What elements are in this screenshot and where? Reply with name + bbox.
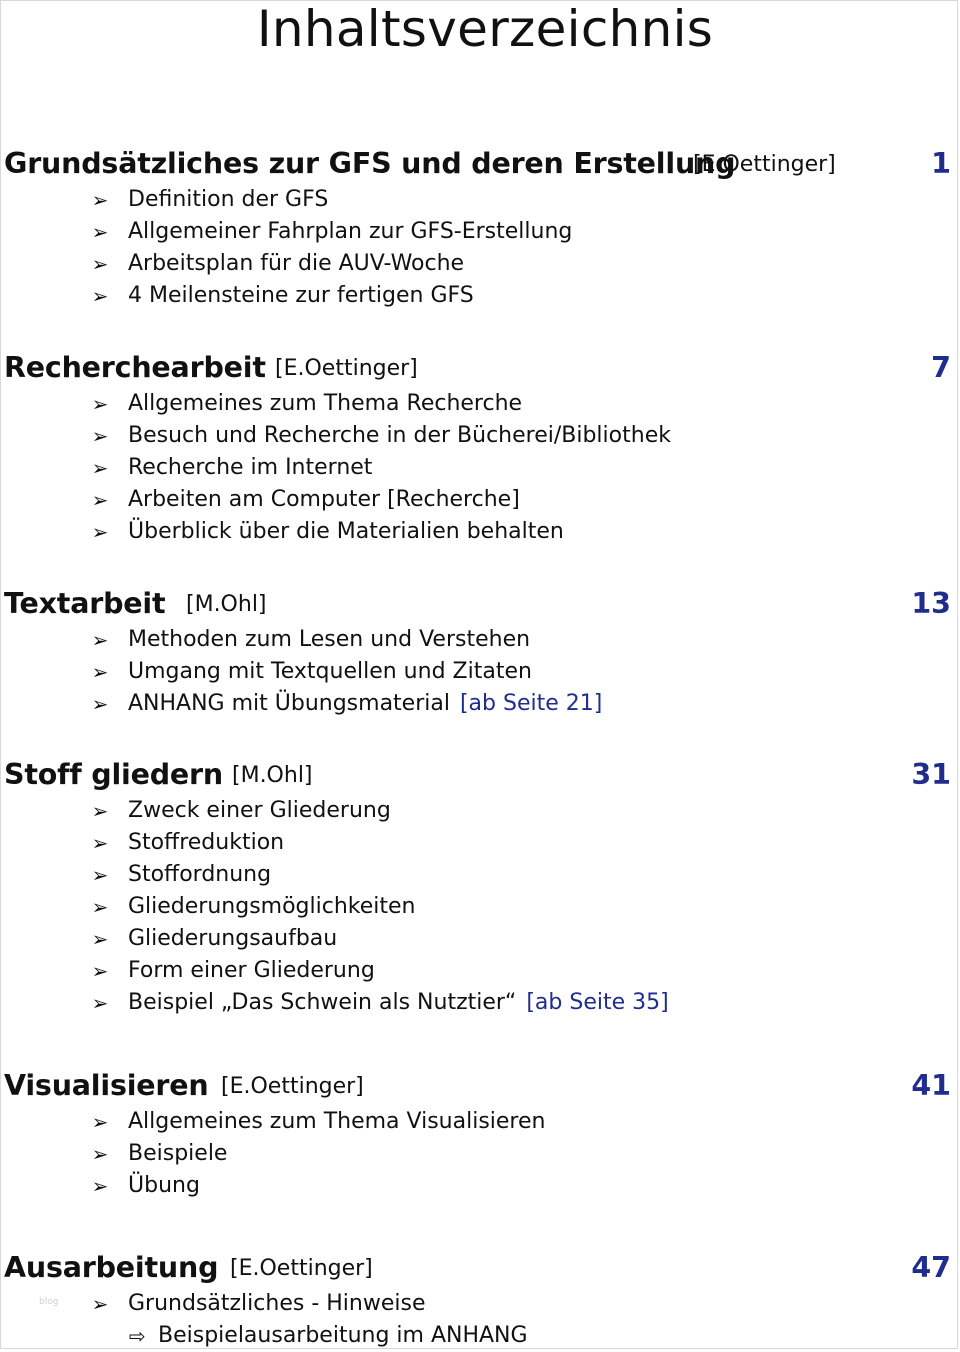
toc-item (1, 216, 960, 248)
section-item-list (1, 795, 960, 1019)
toc-section-heading (1, 144, 960, 184)
item-text: Überblick über die Materialien behalten (128, 519, 564, 544)
toc-section (1, 1248, 960, 1352)
arrowhead-bullet-icon: ➢ (91, 628, 109, 652)
section-page-number: 31 (911, 758, 951, 791)
item-text: Umgang mit Textquellen und Zitaten (128, 659, 532, 684)
section-title: Grundsätzliches zur GFS und deren Erstellung (4, 147, 736, 180)
item-text: Zweck einer Gliederung (128, 798, 391, 823)
item-text: Beispiele (128, 1141, 228, 1166)
toc-item (1, 280, 960, 312)
item-text: Übung (128, 1173, 200, 1198)
toc-item (1, 484, 960, 516)
item-text: Allgemeines zum Thema Recherche (128, 391, 523, 416)
toc-section-heading (1, 1248, 960, 1288)
toc-item (1, 1170, 960, 1202)
item-text: Definition der GFS (128, 187, 329, 212)
arrowhead-bullet-icon: ➢ (91, 692, 109, 716)
item-text: Stoffordnung (128, 862, 272, 887)
toc-item (1, 1138, 960, 1170)
item-text: Stoffreduktion (128, 830, 285, 855)
arrowhead-bullet-icon: ➢ (91, 863, 109, 887)
toc-section (1, 348, 960, 548)
arrowhead-bullet-icon: ➢ (91, 188, 109, 212)
section-author: [E.Oettinger] (221, 1074, 364, 1099)
arrowhead-bullet-icon: ➢ (91, 488, 109, 512)
item-text: Recherche im Internet (128, 455, 373, 480)
toc-item (1, 1106, 960, 1138)
section-title: Ausarbeitung (4, 1251, 219, 1284)
item-text: Gliederungsmöglichkeiten (128, 894, 416, 919)
watermark: blog (39, 1297, 59, 1307)
section-author: [E.Oettinger] (693, 152, 836, 177)
section-title: Textarbeit (4, 587, 166, 620)
item-text: Beispielausarbeitung im ANHANG (158, 1323, 528, 1348)
section-author: [M.Ohl] (232, 763, 313, 788)
arrowhead-bullet-icon: ➢ (91, 1110, 109, 1134)
item-page-reference: [ab Seite 21] (459, 691, 603, 716)
item-text: Besuch und Recherche in der Bücherei/Bibliothek (128, 423, 671, 448)
toc-item (1, 516, 960, 548)
arrowhead-bullet-icon: ➢ (91, 895, 109, 919)
section-page-number: 7 (931, 351, 951, 384)
toc-section-heading (1, 1066, 960, 1106)
section-title: Stoff gliedern (4, 758, 223, 791)
toc-section-heading (1, 348, 960, 388)
section-page-number: 41 (911, 1069, 951, 1102)
item-text: ANHANG mit Übungsmaterial (128, 691, 450, 716)
item-text: Allgemeines zum Thema Visualisieren (128, 1109, 546, 1134)
item-text: Gliederungsaufbau (128, 926, 338, 951)
toc-item (1, 656, 960, 688)
arrowhead-bullet-icon: ➢ (91, 660, 109, 684)
item-text: Arbeitsplan für die AUV-Woche (128, 251, 465, 276)
item-text: 4 Meilensteine zur fertigen GFS (128, 283, 474, 308)
arrowhead-bullet-icon: ➢ (91, 284, 109, 308)
toc-item (1, 688, 960, 720)
arrowhead-bullet-icon: ➢ (91, 252, 109, 276)
section-page-number: 1 (931, 147, 951, 180)
arrowhead-bullet-icon: ➢ (91, 1292, 109, 1316)
toc-item (1, 420, 960, 452)
arrowhead-bullet-icon: ➢ (91, 1174, 109, 1198)
arrowhead-bullet-icon: ➢ (91, 959, 109, 983)
toc-item (1, 891, 960, 923)
section-item-list (1, 1106, 960, 1202)
item-text: Allgemeiner Fahrplan zur GFS-Erstellung (128, 219, 573, 244)
toc-section (1, 1066, 960, 1202)
section-author: [M.Ohl] (186, 592, 267, 617)
hollow-arrow-icon: ⇨ (129, 1324, 146, 1348)
section-page-number: 47 (911, 1251, 951, 1284)
arrowhead-bullet-icon: ➢ (91, 927, 109, 951)
toc-item (1, 827, 960, 859)
section-author: [E.Oettinger] (275, 356, 418, 381)
toc-item (1, 923, 960, 955)
item-page-reference: [ab Seite 35] (526, 990, 669, 1015)
section-page-number: 13 (911, 587, 951, 620)
item-text: Arbeiten am Computer [Recherche] (128, 487, 520, 512)
section-author: [E.Oettinger] (230, 1256, 373, 1281)
toc-item (1, 987, 960, 1019)
arrowhead-bullet-icon: ➢ (91, 799, 109, 823)
page-title: Inhaltsverzeichnis (256, 0, 714, 58)
section-item-list (1, 1288, 960, 1352)
toc-section-heading (1, 755, 960, 795)
arrowhead-bullet-icon: ➢ (91, 520, 109, 544)
section-item-list (1, 184, 960, 312)
toc-section (1, 584, 960, 720)
toc-section (1, 755, 960, 1019)
toc-section-heading (1, 584, 960, 624)
toc-item (1, 248, 960, 280)
toc-item (1, 1288, 960, 1320)
arrowhead-bullet-icon: ➢ (91, 424, 109, 448)
item-text: Beispiel „Das Schwein als Nutztier“ (128, 990, 517, 1015)
toc-item (1, 795, 960, 827)
section-title: Visualisieren (4, 1069, 209, 1102)
toc-item (1, 624, 960, 656)
item-text: Form einer Gliederung (128, 958, 375, 983)
section-item-list (1, 624, 960, 720)
toc-item (1, 859, 960, 891)
toc-subitem (1, 1320, 960, 1352)
arrowhead-bullet-icon: ➢ (91, 831, 109, 855)
toc-section (1, 144, 960, 312)
arrowhead-bullet-icon: ➢ (91, 991, 109, 1015)
toc-item (1, 955, 960, 987)
toc-item (1, 388, 960, 420)
section-title: Recherchearbeit (4, 351, 266, 384)
arrowhead-bullet-icon: ➢ (91, 1142, 109, 1166)
toc-item (1, 452, 960, 484)
item-text: Methoden zum Lesen und Verstehen (128, 627, 531, 652)
arrowhead-bullet-icon: ➢ (91, 392, 109, 416)
item-text: Grundsätzliches - Hinweise (128, 1291, 426, 1316)
toc-item (1, 184, 960, 216)
arrowhead-bullet-icon: ➢ (91, 220, 109, 244)
arrowhead-bullet-icon: ➢ (91, 456, 109, 480)
section-item-list (1, 388, 960, 548)
